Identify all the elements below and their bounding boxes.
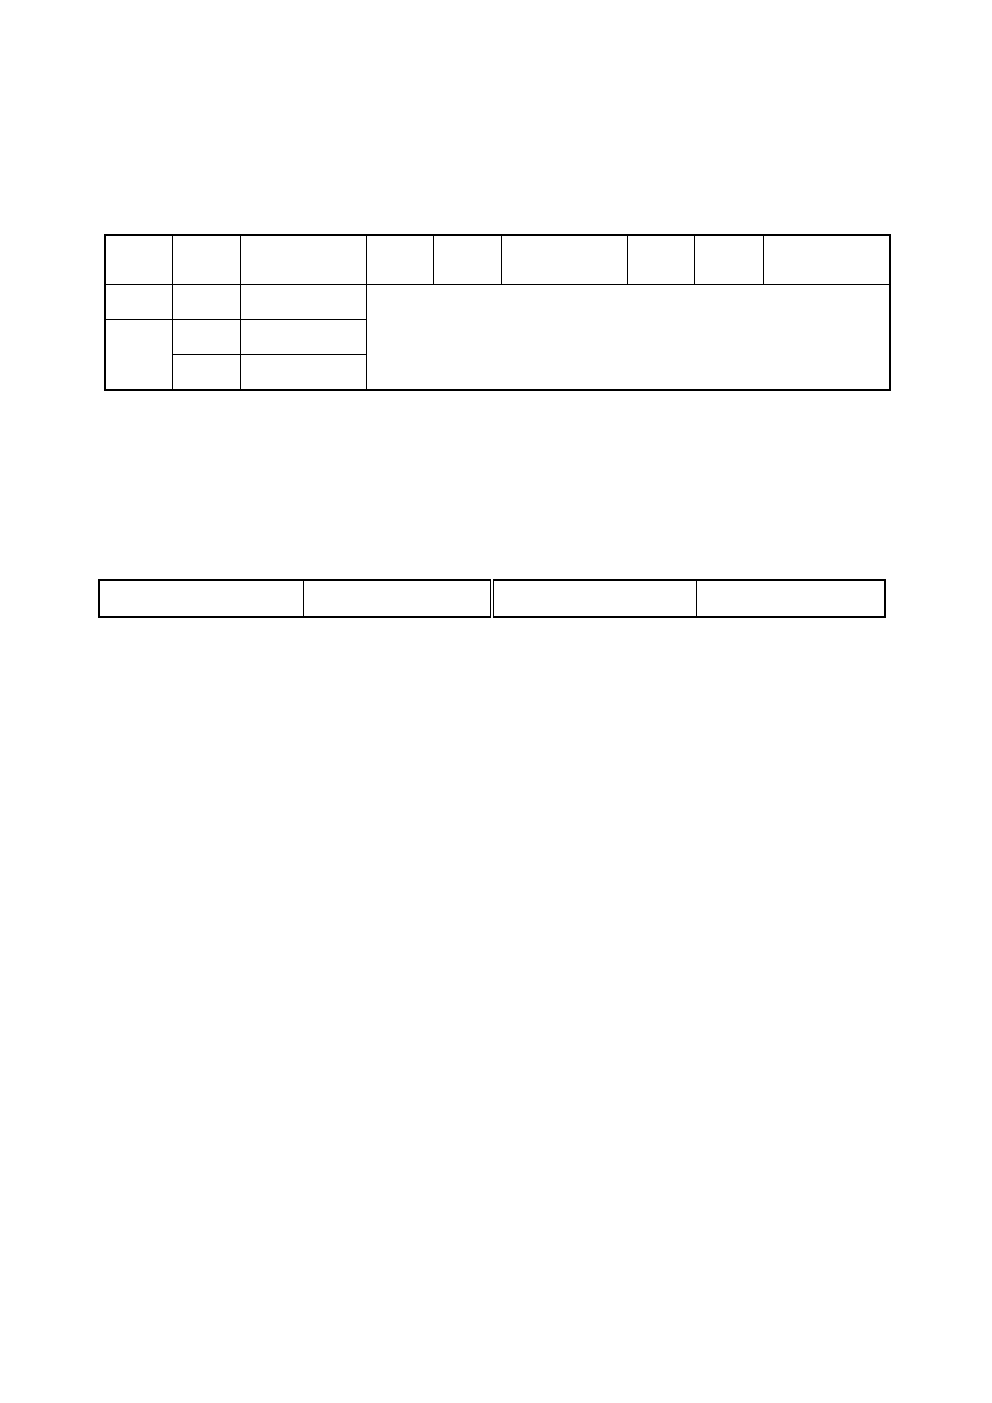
worship-header-row xyxy=(105,235,890,285)
header-org xyxy=(240,235,366,285)
header-day xyxy=(172,235,240,285)
worship-schedule-table xyxy=(104,234,891,391)
header-org xyxy=(501,235,627,285)
header-month xyxy=(627,235,694,285)
worship-month-cell xyxy=(105,320,172,391)
header-date xyxy=(99,580,303,617)
meal-header-row xyxy=(99,580,885,617)
worship-day-cell xyxy=(172,320,240,355)
header-date xyxy=(492,580,696,617)
header-month xyxy=(105,235,172,285)
header-day xyxy=(694,235,763,285)
worship-day-cell xyxy=(172,355,240,391)
meal-service-table xyxy=(98,579,886,618)
worship-org-cell xyxy=(240,355,366,391)
worship-org-cell xyxy=(240,285,366,320)
worship-month-cell xyxy=(105,285,172,320)
worship-day-cell xyxy=(172,285,240,320)
header-group xyxy=(696,580,885,617)
header-org xyxy=(763,235,890,285)
worship-org-cell xyxy=(240,320,366,355)
header-day xyxy=(433,235,501,285)
header-month xyxy=(366,235,433,285)
header-group xyxy=(303,580,492,617)
